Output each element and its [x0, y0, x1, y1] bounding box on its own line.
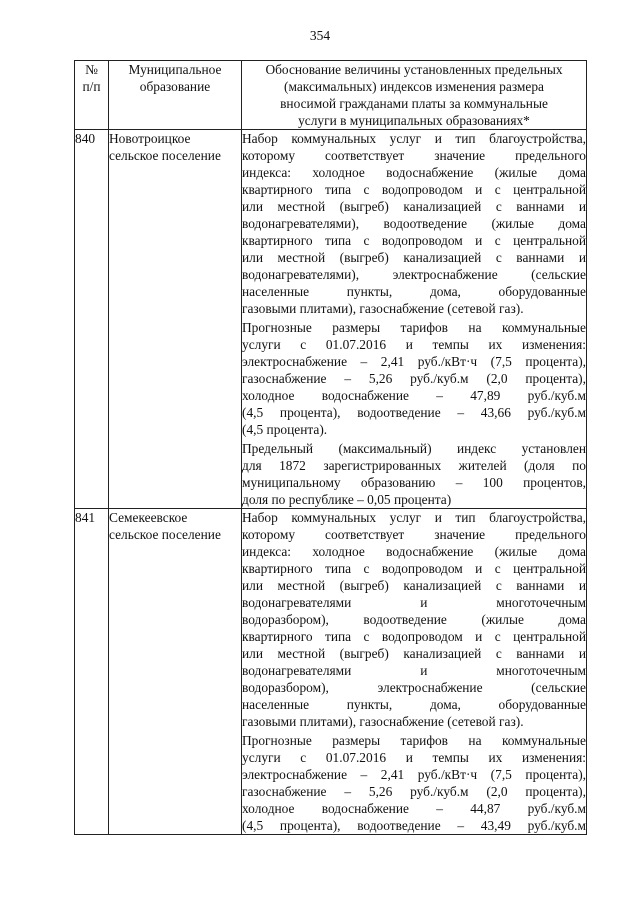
header-line: Обоснование величины установленных предельных [265, 62, 563, 77]
table-header-row [75, 61, 587, 130]
text-line: (4,5 процента). [242, 422, 328, 437]
text-line: Прогнозные размеры тарифов на коммунальные [242, 320, 586, 335]
row-number: 840 [75, 130, 109, 509]
text-line: холодное водоснабжение – 47,89 руб./куб.м [242, 388, 586, 403]
text-line: водоразбором), электроснабжение (сельские [242, 680, 586, 695]
justification-paragraph [242, 130, 586, 317]
text-line: или местной (выгреб) канализацией с ваннами и [242, 578, 586, 593]
header-municipality [109, 61, 242, 130]
page-bottom-cut [74, 851, 586, 911]
text-line: водонагревателями), водоотведение (жилые дома [242, 216, 586, 231]
justification-paragraph [242, 509, 586, 730]
municipality-line: сельское поселение [109, 148, 221, 163]
text-line: газоснабжение – 5,26 руб./куб.м (2,0 процента), [242, 371, 586, 386]
municipality-line: Новотроицкое [109, 131, 191, 146]
text-line: (4,5 процента), водоотведение – 43,49 руб./куб.м [242, 818, 586, 833]
text-line: газовыми плитами), газоснабжение (сетевой газ). [242, 714, 524, 729]
text-line: квартирного типа с водопроводом и с центральной [242, 561, 586, 576]
text-line: индекса: холодное водоснабжение (жилые дома [242, 544, 586, 559]
text-line: населенные пункты, дома, оборудованные [242, 697, 586, 712]
header-line: п/п [82, 79, 101, 94]
text-line: или местной (выгреб) канализацией с ваннами и [242, 199, 586, 214]
text-line: электроснабжение – 2,41 руб./кВт·ч (7,5 процента), [242, 354, 586, 369]
header-line: № [85, 62, 98, 77]
text-line: квартирного типа с водопроводом и с центральной [242, 233, 586, 248]
table-row [75, 509, 587, 835]
header-line: Муниципальное [128, 62, 222, 77]
justification-paragraph [242, 440, 586, 508]
text-line: услуги с 01.07.2016 и темпы их изменения: [242, 337, 586, 352]
text-line: Предельный (максимальный) индекс установлен [242, 441, 586, 456]
text-line: водонагревателями), электроснабжение (сельские [242, 267, 586, 282]
text-line: муниципальному образованию – 100 процентов, [242, 475, 586, 490]
text-line: квартирного типа с водопроводом и с центральной [242, 182, 586, 197]
text-line: индекса: холодное водоснабжение (жилые дома [242, 165, 586, 180]
text-line: электроснабжение – 2,41 руб./кВт·ч (7,5 процента), [242, 767, 586, 782]
justification-paragraph [242, 319, 586, 438]
text-line: газовыми плитами), газоснабжение (сетевой газ). [242, 301, 524, 316]
text-line: газоснабжение – 5,26 руб./куб.м (2,0 процента), [242, 784, 586, 799]
header-line: вносимой гражданами платы за коммунальные [280, 96, 548, 111]
header-line: образование [139, 79, 211, 94]
text-line: услуги с 01.07.2016 и темпы их изменения: [242, 750, 586, 765]
text-line: которому соответствует значение предельного [242, 527, 586, 542]
tariff-table [74, 60, 587, 835]
text-line: квартирного типа с водопроводом и с центральной [242, 629, 586, 644]
text-line: холодное водоснабжение – 44,87 руб./куб.м [242, 801, 586, 816]
municipality-cell [109, 509, 242, 835]
text-line: или местной (выгреб) канализацией с ваннами и [242, 250, 586, 265]
justification-cell [242, 130, 587, 509]
municipality-line: сельское поселение [109, 527, 221, 542]
text-line: Набор коммунальных услуг и тип благоустройства, [242, 510, 586, 525]
text-line: доля по республике – 0,05 процента) [242, 492, 452, 507]
municipality-line: Семекеевское [109, 510, 188, 525]
justification-paragraph [242, 732, 586, 834]
table-row [75, 130, 587, 509]
municipality-cell [109, 130, 242, 509]
row-number: 841 [75, 509, 109, 835]
text-line: населенные пункты, дома, оборудованные [242, 284, 586, 299]
text-line: для 1872 зарегистрированных жителей (доля по [242, 458, 586, 473]
text-line: водоразбором), водоотведение (жилые дома [242, 612, 586, 627]
text-line: водонагревателями и многоточечным [242, 595, 586, 610]
header-line: (максимальных) индексов изменения размера [284, 79, 544, 94]
page-number: 354 [309, 28, 331, 43]
header-justification [242, 61, 587, 130]
header-line: услуги в муниципальных образованиях* [298, 113, 530, 128]
text-line: (4,5 процента), водоотведение – 43,66 руб./куб.м [242, 405, 586, 420]
justification-cell [242, 509, 587, 835]
text-line: Набор коммунальных услуг и тип благоустройства, [242, 131, 586, 146]
text-line: или местной (выгреб) канализацией с ваннами и [242, 646, 586, 661]
text-line: Прогнозные размеры тарифов на коммунальные [242, 733, 586, 748]
header-number [75, 61, 109, 130]
text-line: которому соответствует значение предельного [242, 148, 586, 163]
text-line: водонагревателями и многоточечным [242, 663, 586, 678]
